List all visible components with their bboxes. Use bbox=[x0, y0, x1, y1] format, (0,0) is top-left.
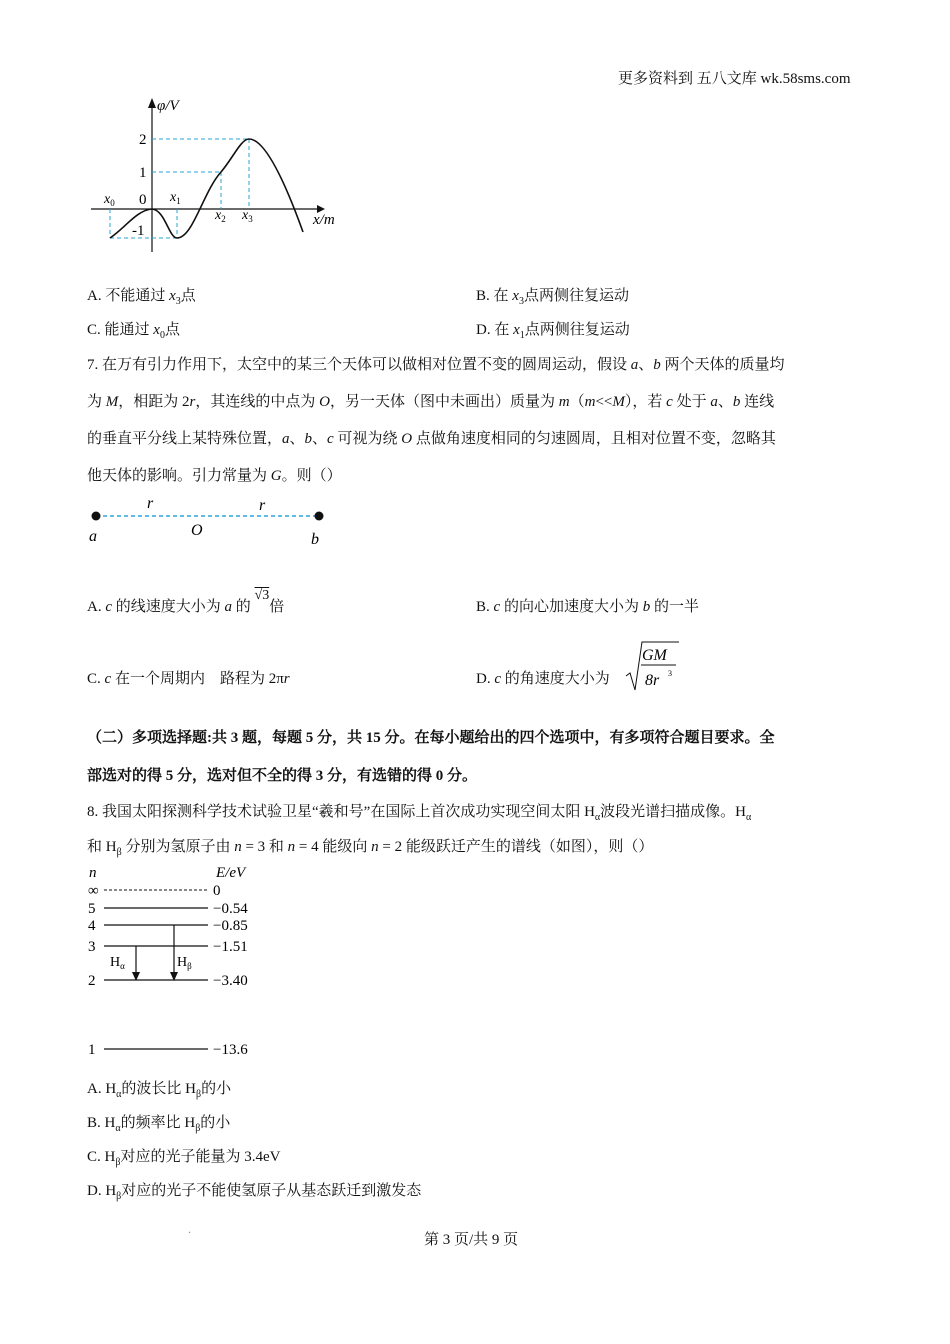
n-header: n bbox=[89, 865, 97, 881]
potential-graph bbox=[85, 92, 355, 252]
body-a-dot bbox=[92, 512, 101, 521]
q8-option-d[interactable]: D. $H_\beta$对应的光子不能使氢原子从基态跃迁到激发态 bbox=[87, 1183, 422, 1202]
e-5: −0.54 bbox=[213, 901, 248, 917]
e-inf: 0 bbox=[213, 883, 221, 899]
x-tick-x2: $x_2$ bbox=[215, 208, 226, 224]
watermark-header: 更多资料到 五八文库 wk.58sms.com bbox=[618, 71, 851, 87]
e-1: −13.6 bbox=[213, 1042, 248, 1058]
n-3: 3 bbox=[88, 939, 96, 955]
section2-line-1: （二）多项选择题:共 3 题，每题 5 分，共 15 分。在每小题给出的四个选项中，有多项符合题目要求。全 bbox=[87, 730, 775, 746]
q6-option-a[interactable]: A. 不能通过 $x_3$点 bbox=[87, 288, 196, 307]
body-b-dot bbox=[315, 512, 324, 521]
e-4: −0.85 bbox=[213, 918, 248, 934]
q6-option-b[interactable]: B. 在 $x_3$点两侧往复运动 bbox=[476, 288, 629, 307]
formula-exponent: 3 bbox=[668, 669, 672, 678]
q8-option-c[interactable]: C. $H_\beta$对应的光子能量为 3.4eV bbox=[87, 1149, 281, 1168]
e-header: E/eV bbox=[216, 865, 246, 881]
q7-line-1: 7. 在万有引力作用下，太空中的某三个天体可以做相对位置不变的圆周运动，假设 a、b 两个天体的质量均 bbox=[87, 357, 785, 373]
energy-level-diagram bbox=[80, 860, 280, 1065]
h-beta-label: $H_\beta$ bbox=[177, 955, 192, 971]
q8-line-1: 8. 我国太阳探测科学技术试验卫星“羲和号”在国际上首次成功实现空间太阳 $H_\alpha$波段光谱扫描成像。$H_\alpha$ bbox=[87, 804, 752, 823]
label-r-right: r bbox=[259, 497, 266, 514]
label-o: O bbox=[191, 522, 203, 539]
q7-diagram bbox=[85, 492, 335, 552]
y-tick-neg1: -1 bbox=[132, 223, 145, 239]
h-alpha-label: $H_\alpha$ bbox=[110, 955, 125, 971]
section2-line-2: 部选对的得 5 分，选对但不全的得 3 分，有选错的得 0 分。 bbox=[87, 768, 478, 784]
q7-line-2: 为 M，相距为 2r，其连线的中点为 O，另一天体（图中未画出）质量为 m（m<<M），若 c 处于 a、b 连线 bbox=[87, 394, 775, 410]
y-tick-0: 0 bbox=[139, 192, 147, 208]
formula-sqrt-gm-8r3 bbox=[624, 640, 680, 692]
formula-numerator: GM bbox=[642, 647, 667, 664]
q6-option-d[interactable]: D. 在 $x_1$点两侧往复运动 bbox=[476, 322, 630, 341]
label-r-left: r bbox=[147, 495, 154, 512]
e-3: −1.51 bbox=[213, 939, 248, 955]
x-tick-x0: $x_0$ bbox=[104, 192, 115, 208]
q7-option-b[interactable]: B. c 的向心加速度大小为 b 的一半 bbox=[476, 599, 699, 615]
footer-dot: . bbox=[188, 1222, 191, 1236]
e-2: −3.40 bbox=[213, 973, 248, 989]
q7-option-a[interactable]: A. c 的线速度大小为 a 的 √3倍 bbox=[87, 588, 285, 615]
page-number: 第 3 页/共 9 页 bbox=[424, 1232, 519, 1248]
y-tick-1: 1 bbox=[139, 165, 147, 181]
y-axis-label: φ/V bbox=[157, 98, 179, 114]
n-1: 1 bbox=[88, 1042, 96, 1058]
x-axis-label: x/m bbox=[313, 212, 335, 228]
x-tick-x1: $x_1$ bbox=[170, 190, 181, 206]
x-tick-x3: $x_3$ bbox=[242, 208, 253, 224]
q7-option-d[interactable]: D. c 的角速度大小为 bbox=[476, 671, 610, 687]
n-4: 4 bbox=[88, 918, 96, 934]
sqrt3: √3 bbox=[254, 588, 270, 603]
label-a: a bbox=[89, 528, 97, 545]
q8-option-a[interactable]: A. $H_\alpha$的波长比 $H_\beta$的小 bbox=[87, 1081, 232, 1100]
y-tick-2: 2 bbox=[139, 132, 147, 148]
label-b: b bbox=[311, 531, 319, 548]
q7-line-3: 的垂直平分线上某特殊位置，a、b、c 可视为绕 O 点做角速度相同的匀速圆周，且相对位置不变，忽略其 bbox=[87, 431, 776, 447]
q8-option-b[interactable]: B. $H_\alpha$的频率比 $H_\beta$的小 bbox=[87, 1115, 231, 1134]
q7-option-c[interactable]: C. c 在一个周期内 路程为 2πr bbox=[87, 671, 290, 687]
formula-denominator: 8r bbox=[645, 672, 660, 689]
q6-option-c[interactable]: C. 能通过 $x_0$点 bbox=[87, 322, 180, 341]
n-5: 5 bbox=[88, 901, 96, 917]
q7-line-4: 他天体的影响。引力常量为 G。则（） bbox=[87, 468, 342, 484]
n-2: 2 bbox=[88, 973, 96, 989]
n-inf: ∞ bbox=[88, 883, 99, 899]
q8-line-2: 和 $H_\beta$ 分别为氢原子由 n = 3 和 n = 4 能级向 n = 2 能级跃迁产生的谱线（如图），则（） bbox=[87, 839, 654, 858]
